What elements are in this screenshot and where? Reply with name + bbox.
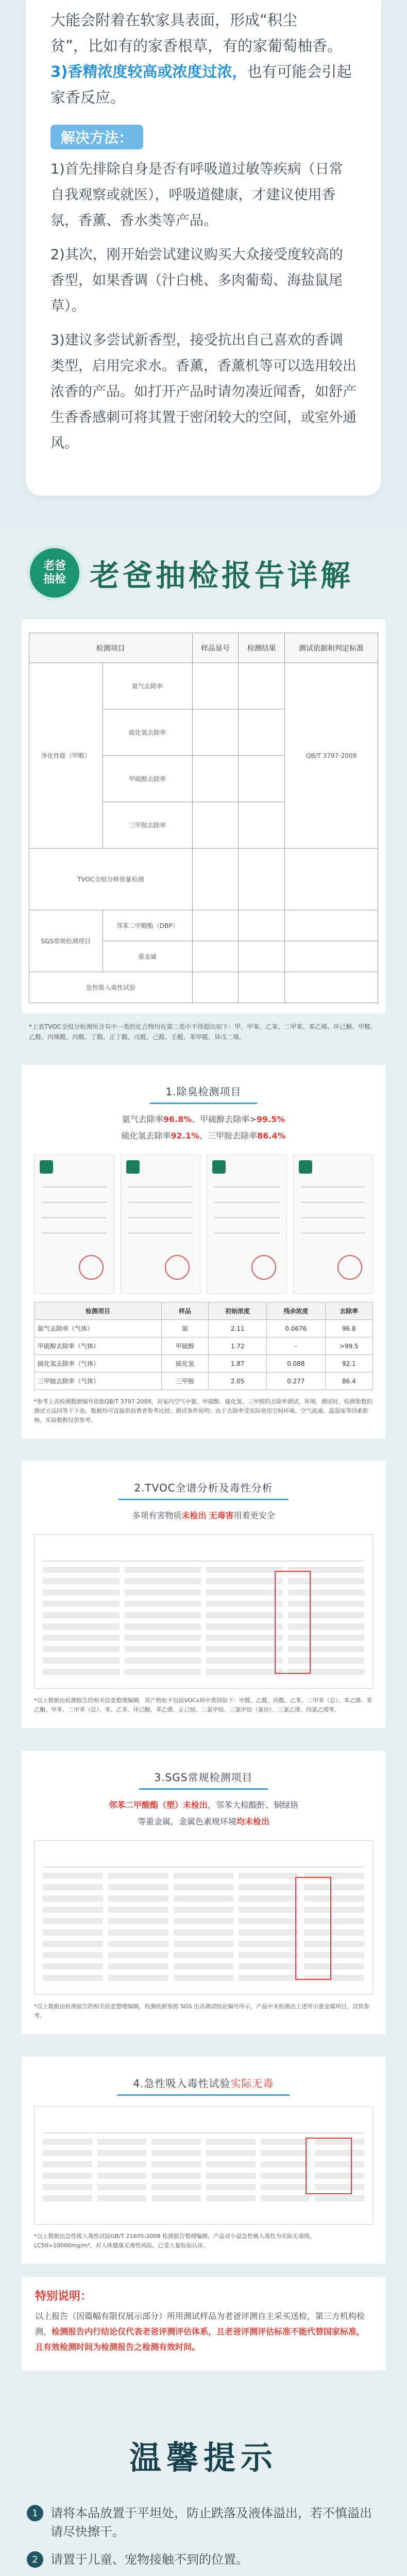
badge-line-2: 抽检	[43, 573, 66, 586]
row-sample	[192, 972, 239, 1003]
highlight-box	[295, 1877, 331, 1980]
s2-text: 多项有害物质	[132, 1511, 182, 1520]
report-page-image	[293, 1155, 374, 1294]
s1-text: 、三甲胺去除率	[199, 1131, 258, 1141]
row-result	[239, 972, 285, 1003]
cell: 1.87	[208, 1355, 266, 1372]
stamp-icon	[79, 1255, 104, 1280]
row-result	[239, 941, 285, 972]
cell: 硫化氢去除率（气体）	[35, 1355, 162, 1372]
row-item: 邻苯二甲酸酯（DBP）	[103, 910, 192, 941]
report-header	[0, 527, 407, 619]
cell: 甲硫醇去除率（气体）	[35, 1337, 162, 1355]
row-item: 硫化氢去除率	[103, 709, 192, 756]
cell: 氨气去除率（气体）	[35, 1320, 162, 1337]
solution-1: 1)首先排除自身是否有呼吸道过敏等疾病（日常自我观察或就医），呼吸道健康，才建议使用香氛，香薰、香水类等产品。	[50, 161, 343, 229]
s3-text: 等重金属，金属色素规环境	[137, 1817, 236, 1826]
tip-text: 请置于儿童、宠物接触不到的位置。	[50, 2552, 248, 2567]
solution-2: 2)其次，刚开始尝试建议购买大众接受度较高的香型，如果香调（汁白桃、多肉葡萄、海盐鼠尾草）。	[50, 247, 343, 314]
report-logo-icon	[212, 1160, 226, 1174]
row-item: 重金属	[103, 941, 192, 972]
tip-item	[27, 2550, 380, 2569]
report-footnote: *上表TVOC全组分检测所含有中一类的化合物均在第二类中不得超出如下：甲、甲苯、乙苯、二甲苯、苯乙烯、环己酮、甲醛、乙醛、丙烯醛、丙醛、丁醛、正丁醛、戊醛、己醛、壬醛、苯甲醛、异戊二烯。	[29, 1023, 377, 1041]
s1-value: 86.4%	[257, 1131, 286, 1141]
cell: 三甲胺	[161, 1372, 208, 1390]
solution-chip: 解决方法：	[50, 125, 143, 149]
s2-red: 无毒害	[209, 1511, 234, 1520]
cell: 96.8	[325, 1320, 372, 1337]
th: 检测项目	[35, 1302, 162, 1320]
cell: 甲硫醇	[161, 1337, 208, 1355]
tvoc-report-image	[34, 1534, 373, 1689]
special-text-red: 检测报告内行结论仅代表老爸评测评估体系，且老爸评测评估标准不能代替国家标准，且有效检测时间为检测报告之检测有效时间。	[35, 2327, 365, 2352]
tip-item	[27, 2504, 380, 2541]
row-result	[239, 756, 285, 802]
cell: -	[267, 1337, 325, 1355]
cell: 2.11	[208, 1320, 266, 1337]
intro-lead	[50, 7, 357, 110]
section-title: 1.除臭检测项目	[150, 1080, 257, 1104]
row-sample	[192, 849, 239, 910]
row-std	[285, 849, 378, 910]
section-title: 2.TVOC全谱分析及毒性分析	[118, 1477, 288, 1500]
cell: 86.4	[325, 1372, 372, 1390]
row-result	[239, 709, 285, 756]
tips-title: 温馨提示	[129, 2439, 278, 2477]
tip-text: 请将本品放置于平坦处，防止跌落及液体溢出，若不慎溢出请尽快擦干。	[50, 2506, 372, 2539]
cell: 2.05	[208, 1372, 266, 1390]
s3-red: 均未检出	[236, 1817, 270, 1826]
highlight-box	[306, 2138, 352, 2194]
tip-number: 1	[27, 2505, 43, 2521]
report-images	[22, 1144, 385, 1294]
section-subtitle	[22, 1507, 385, 1524]
s4-title: 4.急性吸入毒性试验	[133, 2077, 231, 2090]
section-note: *以上数据由检测报告的相关信息整理编辑，其产物如不包括VOCs项中类别如下：甲醛、乙醛、丙醛、乙苯、二甲苯（总）、苯乙烯、苯乙酮、甲苯、二甲苯（总）、苯、乙苯、环己酮、苯乙烯、正己烷、二氯甲烷、三氯甲烷（氯仿）、三氯乙烯、四氯乙烯等。	[34, 1697, 372, 1713]
tip-number: 2	[27, 2551, 43, 2568]
th: 残余浓度	[267, 1302, 325, 1320]
row-item: 三甲胺去除率	[103, 802, 192, 849]
special-text	[35, 2309, 372, 2355]
cell: 三甲胺去除率（气体）	[35, 1372, 162, 1390]
row-result	[239, 663, 285, 709]
section-sgs	[22, 1751, 385, 2034]
s1-value: 99.5%	[256, 1114, 285, 1124]
badge-line-1: 老爸	[43, 560, 66, 572]
special-title: 特别说明：	[35, 2290, 92, 2303]
report-page-image	[121, 1155, 201, 1294]
stamp-icon	[165, 1255, 190, 1280]
row-group-tvoc: TVOC全组分释放量检测	[29, 849, 193, 910]
row-item: 氨气去除率	[103, 663, 192, 709]
s3-text: ，邻苯大棕酸酐、铜绿铬	[208, 1800, 299, 1810]
lead-text-1: 大能会附着在软家具表面，形成“积尘	[50, 11, 298, 29]
s2-red: 未检出	[181, 1511, 207, 1520]
row-sample	[192, 802, 239, 849]
row-std	[285, 941, 378, 972]
row-std	[285, 910, 378, 941]
report-logo-icon	[299, 1160, 312, 1174]
s2-text: 用着更安全	[233, 1511, 275, 1520]
warm-tips	[0, 2370, 407, 2576]
th-result: 检测结果	[239, 633, 285, 663]
th: 去除率	[325, 1302, 372, 1320]
lead-text-3: 也有可能会引起家香反应。	[50, 63, 352, 106]
row-result	[239, 802, 285, 849]
deodor-result-table	[34, 1302, 373, 1390]
section-note: *以上数据由检测报告的相关信息整理编辑，检测依据参照 SGS 出具测试结论编号所示，产品中未检测出上述所示重金属项目，仅供参考。	[34, 2003, 369, 2019]
row-std: QB/T 3797-2009	[285, 663, 378, 849]
s1-value: 92.1%	[171, 1131, 199, 1141]
report-logo-icon	[126, 1160, 140, 1174]
highlight-box	[275, 1571, 311, 1674]
row-sample	[192, 709, 239, 756]
th-sample: 样品显号	[192, 633, 239, 663]
s1-text: 、甲硫醇去除率>	[192, 1114, 257, 1124]
lead-text-2: 贫”，比如有的家香根草，有的家葡萄柚香。	[50, 37, 343, 55]
cell: 1.72	[208, 1337, 266, 1355]
section-note: *以上数据由急性吸入毒性试验GB/T 21605-2008 检测报告整理编辑，产品对小鼠急性吸入毒性为实际无毒级，LC50>10000mg/m³，对人体健康无毒性风险，已受大量检验认证。	[34, 2233, 315, 2249]
row-item: 甲硫醇去除率	[103, 756, 192, 802]
toxic-report-image	[34, 2106, 373, 2225]
stamp-icon	[337, 1255, 362, 1280]
cell: 0.277	[267, 1372, 325, 1390]
row-sample	[192, 663, 239, 709]
row-group-purify: 净化性能（甲醛）	[29, 663, 103, 849]
th: 初始浓度	[208, 1302, 266, 1320]
report-table-wrap	[22, 619, 385, 1013]
section-note: *参考上表检测数据编号依据QB/T 3797-2009，对室内空气中氨、甲硫醇、硫化氢、三甲胺的去除率测试，环境、测试时、检测参数的测试方法同等于下表，数据均可直接供消费者参考比较。测试条件说明：由于去除率受实际使用空间环境、空气流通、温湿度等因素影响，实验数据仅供参考。	[34, 1398, 372, 1423]
report-table	[29, 633, 378, 1003]
report-badge	[30, 548, 79, 598]
section-subtitle	[22, 1797, 385, 1830]
row-result	[239, 910, 285, 941]
report-title: 老爸抽检报告详解	[90, 558, 354, 593]
cell: >99.5	[325, 1337, 372, 1355]
cell: 氨	[161, 1320, 208, 1337]
s3-red: 邻苯二甲酸酯（塑）未检出	[108, 1800, 208, 1810]
report-page-image	[207, 1155, 287, 1294]
report-page-image	[34, 1155, 114, 1294]
solution-3: 3)建议多尝试新香型，接受抗出自己喜欢的香调类型，启用完求水。香薰，香薰机等可以选用较出浓香的产品。如打开产品时请勿凑近闻香，如舒产生香香感刺可将其置于密闭较大的空间，或室外通风。	[50, 332, 357, 451]
section-subtitle	[22, 1111, 385, 1144]
th-item: 检测项目	[29, 633, 193, 663]
row-sample	[192, 941, 239, 972]
th: 样品	[161, 1302, 208, 1320]
row-std	[285, 972, 378, 1003]
cell: 0.0676	[267, 1320, 325, 1337]
s4-title-red: 实际无毒	[230, 2077, 274, 2090]
cell: 0.088	[267, 1355, 325, 1372]
lead-highlight: 3)香精浓度较高或浓度过浓，	[50, 63, 247, 80]
row-group-sgs: SGS常规检测项目	[29, 910, 103, 972]
section-tvoc	[22, 1461, 385, 1728]
sgs-report-image	[34, 1840, 373, 1995]
cell: 硫化氢	[161, 1355, 208, 1372]
section-toxic	[22, 2057, 385, 2264]
row-group-toxic: 急性吸入毒性试验	[29, 972, 193, 1003]
row-result	[239, 849, 285, 910]
section-deodor	[22, 1065, 385, 1438]
intro-section	[0, 0, 407, 527]
row-sample	[192, 756, 239, 802]
cell: 92.1	[325, 1355, 372, 1372]
s1-text: 氨气去除率	[122, 1114, 163, 1124]
section-title	[117, 2072, 289, 2096]
section-title: 3.SGS常规检测项目	[139, 1766, 268, 1790]
s1-text: 硫化氢去除率	[121, 1131, 171, 1141]
s1-value: 96.8%	[163, 1114, 192, 1124]
th-std: 测试依据和判定标准	[285, 633, 378, 663]
row-sample	[192, 910, 239, 941]
special-note	[22, 2277, 385, 2370]
intro-card	[26, 0, 381, 496]
special-text-1: 以上报告（因篇幅有限仅展示部分）所用测试样品为老爸评测自主采买送检，第三方机构检测，	[35, 2311, 365, 2336]
report-logo-icon	[40, 1160, 53, 1174]
stamp-icon	[251, 1255, 276, 1280]
